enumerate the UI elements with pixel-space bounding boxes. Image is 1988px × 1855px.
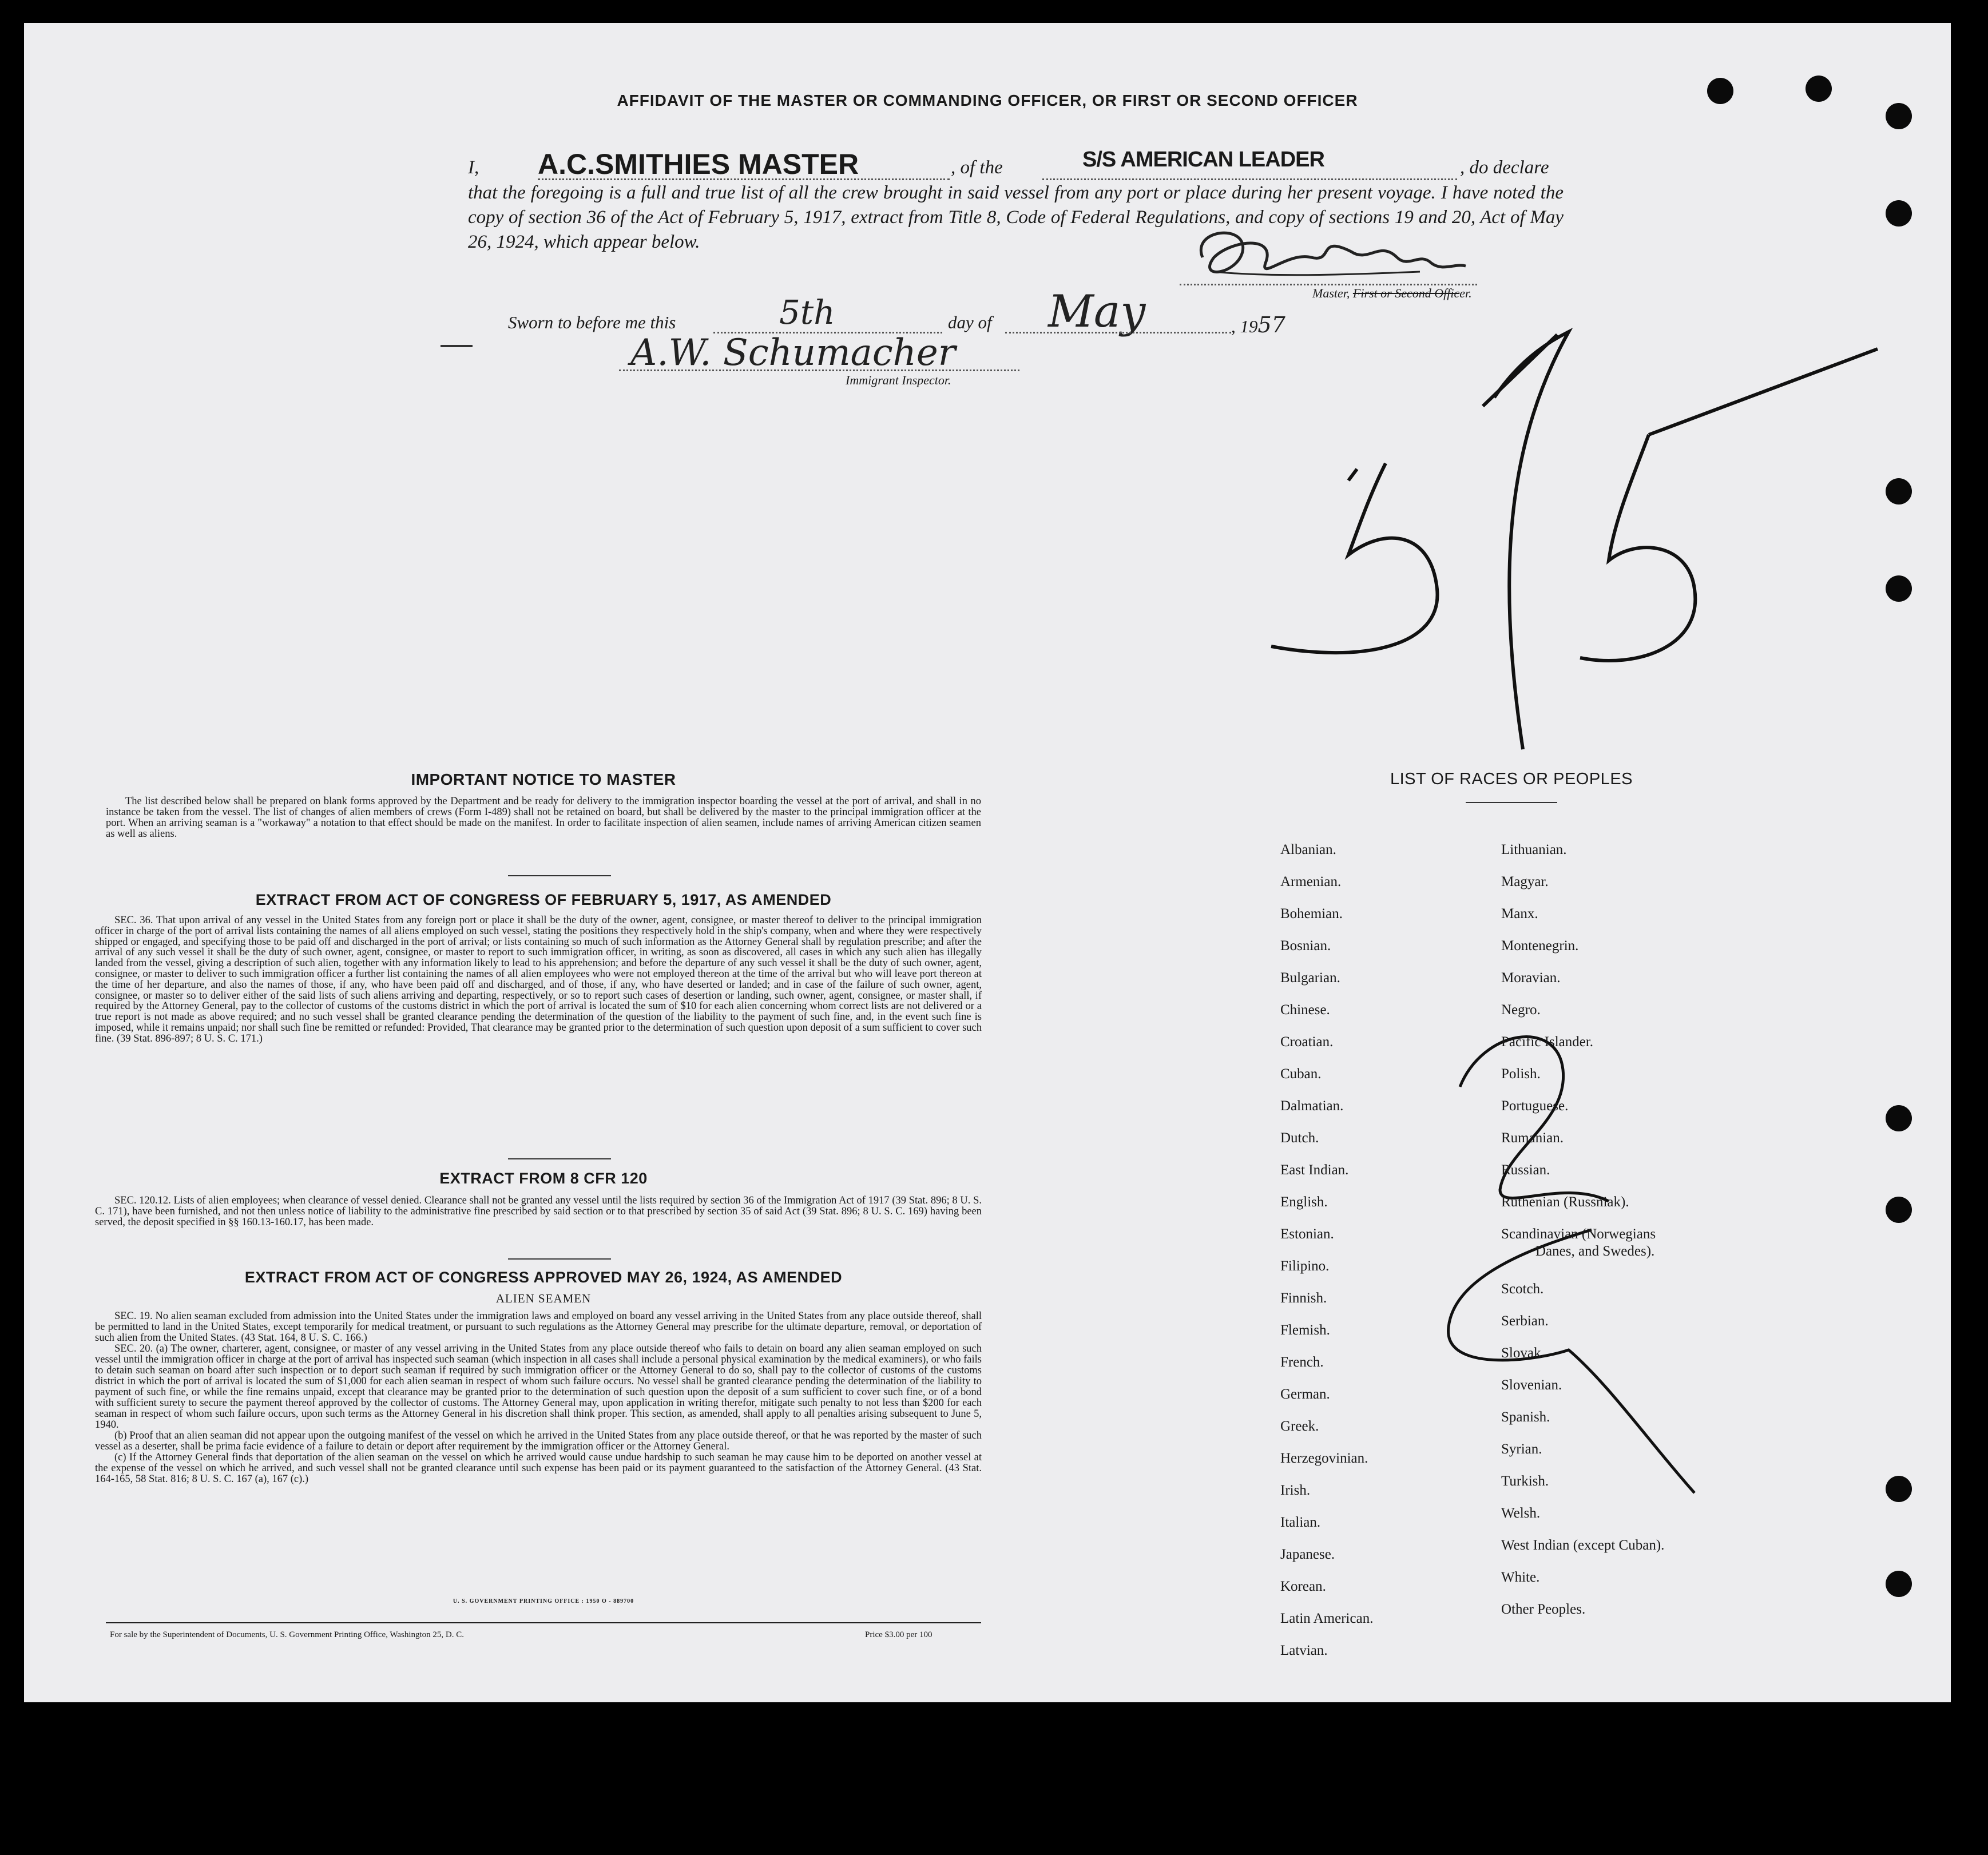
vessel-name-line bbox=[1042, 178, 1457, 180]
race-item: Dutch. bbox=[1280, 1130, 1319, 1146]
sworn-day: 5th bbox=[779, 293, 835, 332]
footer-price: Price $3.00 per 100 bbox=[865, 1630, 933, 1639]
race-item: Latvian. bbox=[1280, 1643, 1328, 1658]
extract-1924-sec20a: SEC. 20. (a) The owner, charterer, agent, consignee, or master of any vessel arriving in the United States from any place outside thereof who fails to detain on board any alien seaman employed on such vessel until the immigration officer in charge at the port of arrival has inspected such seaman (which inspection in all cases shall include a personal physical examination by the medical examiners), or who fails to detain such seaman on board after such inspection or to deport such seaman if required by such immigration officer or the Attorney General to do so, shall pay to the collector of customs of the customs district in which the port of arrival is located the sum of $1,000 for each alien seaman in respect of whom such failure occurs. No vessel shall be granted clearance pending the determination of the liability to payment of such fine, or while the fine remains unpaid, except that clearance may be granted prior to the determination of such question upon the deposit of a sum sufficient to cover such fine, or of a bond with sufficient surety to secure the payment thereof approved by the collector of customs. The Attorney General may, upon application in writing therefor, mitigate such penalty to not less than $200 for each seaman in respect of whom such failure occurs, upon such terms as the Attorney General in his discretion shall think proper. This section, as amended, shall apply to all penalties arising subsequent to June 5, 1940. bbox=[95, 1343, 982, 1431]
signature-caption-end: er. bbox=[1459, 286, 1472, 300]
binder-hole bbox=[1886, 575, 1912, 602]
binder-hole bbox=[1707, 78, 1733, 104]
race-item: Scandinavian (Norwegians bbox=[1501, 1226, 1656, 1242]
race-item: Filipino. bbox=[1280, 1258, 1330, 1274]
race-item: Serbian. bbox=[1501, 1313, 1549, 1329]
notice-body: The list described below shall be prepared on blank forms approved by the Department and be ready for delivery to the immigration inspector boarding the vessel at the port of arrival, and shall in no instance be taken from the vessel. The list of changes of alien members of crews (Form I-489) shall not be retained on board, but shall be delivered by the master to the principal immigration officer at the port. When an arriving seaman is a "workaway" a notation to that effect should be made on the manifest. In order to facilitate inspection of alien seamen, include names of arriving American citizen seamen as well as aliens. bbox=[106, 796, 981, 840]
extract-1924-subtitle: ALIEN SEAMEN bbox=[495, 1292, 592, 1305]
handwritten-mark-575 bbox=[1237, 292, 1895, 784]
race-item: Latin American. bbox=[1280, 1611, 1374, 1626]
race-item: Greek. bbox=[1280, 1419, 1319, 1434]
sworn-prefix: Sworn to before me this bbox=[508, 312, 676, 332]
race-item: Spanish. bbox=[1501, 1409, 1550, 1425]
extract-1924-sec19: SEC. 19. No alien seaman excluded from admission into the United States under the immigration laws and employed on board any vessel arriving in the United States from any place outside thereof, shall be permitted to land in the United States, except temporarily for medical treatment, or pursuant to such regulations as the Attorney General may prescribe for the ultimate departure, removal, or deportation of such alien from the United States. (43 Stat. 164, 8 U. S. C. 166.) bbox=[95, 1310, 982, 1344]
master-signature-line bbox=[1180, 284, 1477, 285]
race-item: Slovak. bbox=[1501, 1345, 1545, 1361]
race-item: Irish. bbox=[1280, 1483, 1311, 1498]
declaration-text: that the foregoing is a full and true list of all the crew brought in said vessel from any port or place during her present voyage. I have noted the copy of section 36 of the Act of February 5, 1917, extract from Title 8, Code of Federal Regulations, and copy of sections 19 and 20, Act of May 26, 1924, which appear below. bbox=[468, 182, 1564, 252]
extract-1917-title: EXTRACT FROM ACT OF CONGRESS OF FEBRUARY 5, 1917, AS AMENDED bbox=[255, 891, 832, 908]
affidavit-i-prefix: I, bbox=[468, 157, 479, 178]
race-item: Montenegrin. bbox=[1501, 938, 1579, 954]
race-item: Herzegovinian. bbox=[1280, 1451, 1368, 1466]
race-item: Manx. bbox=[1501, 906, 1538, 921]
race-item: Cuban. bbox=[1280, 1066, 1322, 1082]
race-item: Rumanian. bbox=[1501, 1130, 1564, 1146]
sworn-year: 57 bbox=[1257, 312, 1285, 337]
races-title: LIST OF RACES OR PEOPLES bbox=[1390, 770, 1633, 788]
race-item: East Indian. bbox=[1280, 1162, 1349, 1178]
race-item: West Indian (except Cuban). bbox=[1501, 1538, 1665, 1553]
race-item: Korean. bbox=[1280, 1579, 1326, 1594]
extract-cfr-divider bbox=[508, 1258, 611, 1260]
extract-1917-body: SEC. 36. That upon arrival of any vessel in the United States from any foreign port or place it shall be the duty of the owner, agent, consignee, or master thereof to deliver to the principal immigration officer in charge of the port of arrival lists containing the names of all aliens employed on such vessel, stating the positions they respectively hold in the ship's company, when and where they were respectively shipped or engaged, and specifying those to be paid off and discharged in the port of arrival; or lists containing so much of such information as the Attorney General shall by regulation prescribe; and after the arrival of any such vessel it shall be the duty of such owner, agent, consignee, or master to report to such immigration officer, in writing, as soon as discovered, all cases in which any such alien has illegally landed from the vessel, giving a description of such alien, together with any information likely to lead to his apprehension; and before the departure of any such vessel it shall be the duty of such owner, agent, consignee, or master to deliver to such immigration officer a further list containing the names of all alien employees who were not employed thereon at the time of the arrival but who will leave port thereon at the time of her departure, and also the names of those, if any, who have been paid off and discharged, and of those, if any, who have deserted or landed; and in case of the failure of such owner, agent, consignee, or master so to deliver either of the said lists of such aliens arriving and departing, respectively, or so to report such cases of desertion or landing, such owner, agent, consignee, or master shall, if required by the Attorney General, pay to the collector of customs of the customs district in which the port of arrival is located the sum of $10 for each alien concerning whom correct lists are not delivered or a true report is not made as above required; and no such vessel shall be granted clearance pending the determination of the question of the liability to the payment of such fine, and, in the event such fine is imposed, while it remains unpaid; nor shall such fine be remitted or refunded: Provided, That clearance may be granted prior to the determination of such question upon deposit of a sum sufficient to cover such fine. (39 Stat. 896-897; 8 U. S. C. 171.) bbox=[95, 915, 982, 1044]
race-item: Pacific Islander. bbox=[1501, 1034, 1594, 1050]
extract-cfr-body: SEC. 120.12. Lists of alien employees; when clearance of vessel denied. Clearance shall not be granted any vessel until the lists required by section 36 of the Immigration Act of 1917 (39 Stat. 896; 8 U. S. C. 171), have been furnished, and not then unless notice of liability to the administrative fine prescribed by said section or to that prescribed by section 35 of said Act (39 Stat. 896; 8 U. S. C. 169) having been served, the deposit specified in §§ 160.13-160.17, has been made. bbox=[95, 1195, 982, 1228]
master-name-line bbox=[538, 178, 950, 180]
race-item: Armenian. bbox=[1280, 874, 1342, 889]
races-divider bbox=[1466, 802, 1557, 803]
race-item: Russian. bbox=[1501, 1162, 1550, 1178]
binder-hole bbox=[1886, 1571, 1912, 1597]
race-item: Syrian. bbox=[1501, 1441, 1542, 1457]
inspector-signature-line bbox=[619, 370, 1019, 371]
race-item: Ruthenian (Russniak). bbox=[1501, 1194, 1629, 1210]
affidavit-do-declare: , do declare bbox=[1460, 157, 1549, 178]
master-name: A.C.SMITHIES MASTER bbox=[538, 148, 859, 180]
race-item: Bohemian. bbox=[1280, 906, 1343, 921]
race-item: Slovenian. bbox=[1501, 1377, 1562, 1393]
sworn-month-line bbox=[1005, 332, 1231, 333]
vessel-name: S/S AMERICAN LEADER bbox=[1082, 148, 1324, 172]
handwritten-mark-2 bbox=[1420, 1007, 1740, 1522]
race-item: French. bbox=[1280, 1354, 1324, 1370]
notice-divider bbox=[508, 875, 611, 876]
signature-caption-struck: First or Second Offic bbox=[1352, 286, 1460, 300]
binder-hole bbox=[1886, 200, 1912, 227]
form-sheet bbox=[24, 23, 1951, 1702]
inspector-signature: A.W. Schumacher bbox=[630, 332, 956, 374]
footer-rule bbox=[106, 1622, 981, 1623]
race-item: Welsh. bbox=[1501, 1506, 1541, 1521]
binder-hole bbox=[1886, 1105, 1912, 1131]
race-item: German. bbox=[1280, 1387, 1330, 1402]
binder-hole bbox=[1886, 1197, 1912, 1223]
extract-1924-title: EXTRACT FROM ACT OF CONGRESS APPROVED MAY 26, 1924, AS AMENDED bbox=[244, 1269, 843, 1286]
race-item: Estonian. bbox=[1280, 1226, 1334, 1242]
margin-dash bbox=[441, 345, 473, 347]
notice-title: IMPORTANT NOTICE TO MASTER bbox=[411, 770, 676, 788]
printing-office: U. S. GOVERNMENT PRINTING OFFICE : 1950 O - 889700 bbox=[453, 1598, 634, 1604]
signature-caption-master: Master, bbox=[1312, 286, 1350, 300]
race-item: Bulgarian. bbox=[1280, 970, 1340, 986]
race-item: Japanese. bbox=[1280, 1547, 1335, 1562]
extract-1924-sec20b: (b) Proof that an alien seaman did not appear upon the outgoing manifest of the vessel on which he arrived in the United States from any place outside thereof, or that he was reported by the master of such vessel as a deserter, shall be prima facie evidence of a failure to detain or deport after requirement by the immigration officer or the Attorney General. bbox=[95, 1430, 982, 1452]
extract-1917-divider bbox=[508, 1158, 611, 1159]
race-item: Moravian. bbox=[1501, 970, 1561, 986]
race-item: Albanian. bbox=[1280, 842, 1336, 857]
sworn-month: May bbox=[1048, 286, 1146, 337]
race-item: Turkish. bbox=[1501, 1473, 1549, 1489]
race-item: English. bbox=[1280, 1194, 1328, 1210]
binder-hole bbox=[1806, 76, 1832, 102]
race-item: Lithuanian. bbox=[1501, 842, 1567, 857]
binder-hole bbox=[1886, 478, 1912, 505]
race-item: Scotch. bbox=[1501, 1281, 1544, 1297]
binder-hole bbox=[1886, 103, 1912, 129]
race-item: Croatian. bbox=[1280, 1034, 1334, 1050]
race-item: Magyar. bbox=[1501, 874, 1549, 889]
race-item: Danes, and Swedes). bbox=[1535, 1244, 1655, 1259]
sworn-day-of: day of bbox=[948, 312, 992, 332]
race-item: Negro. bbox=[1501, 1002, 1541, 1018]
year-prefix: , 19 bbox=[1231, 316, 1258, 336]
extract-1924-body bbox=[95, 1311, 982, 1485]
race-item: Flemish. bbox=[1280, 1322, 1330, 1338]
race-item: Dalmatian. bbox=[1280, 1098, 1344, 1114]
binder-hole bbox=[1886, 1476, 1912, 1502]
race-item: Italian. bbox=[1280, 1515, 1321, 1530]
race-item: Portuguese. bbox=[1501, 1098, 1569, 1114]
master-signature bbox=[1180, 217, 1477, 292]
affidavit-of-the: , of the bbox=[951, 157, 1003, 178]
extract-1924-sec20c: (c) If the Attorney General finds that deportation of the alien seaman on the vessel on which he arrived would cause undue hardship to such seaman he may cause him to be deported on another vessel at the expense of the vessel on which he arrived, and such vessel shall not be granted clearance until such expense has been paid or its payment guaranteed to the satisfaction of the Attorney General. (43 Stat. 164-165, 58 Stat. 816; 8 U. S. C. 167 (a), 167 (c).) bbox=[95, 1452, 982, 1485]
race-item: Bosnian. bbox=[1280, 938, 1331, 954]
extract-cfr-title: EXTRACT FROM 8 CFR 120 bbox=[439, 1170, 648, 1187]
race-item: Other Peoples. bbox=[1501, 1602, 1586, 1617]
footer-sale: For sale by the Superintendent of Documents, U. S. Government Printing Office, Washington 25, D. C. bbox=[110, 1630, 464, 1639]
race-item: White. bbox=[1501, 1570, 1540, 1585]
race-item: Finnish. bbox=[1280, 1290, 1327, 1306]
affidavit-title: AFFIDAVIT OF THE MASTER OR COMMANDING OFFICER, OR FIRST OR SECOND OFFICER bbox=[617, 92, 1358, 109]
race-item: Chinese. bbox=[1280, 1002, 1330, 1018]
race-item: Polish. bbox=[1501, 1066, 1541, 1082]
inspector-caption: Immigrant Inspector. bbox=[846, 373, 951, 387]
